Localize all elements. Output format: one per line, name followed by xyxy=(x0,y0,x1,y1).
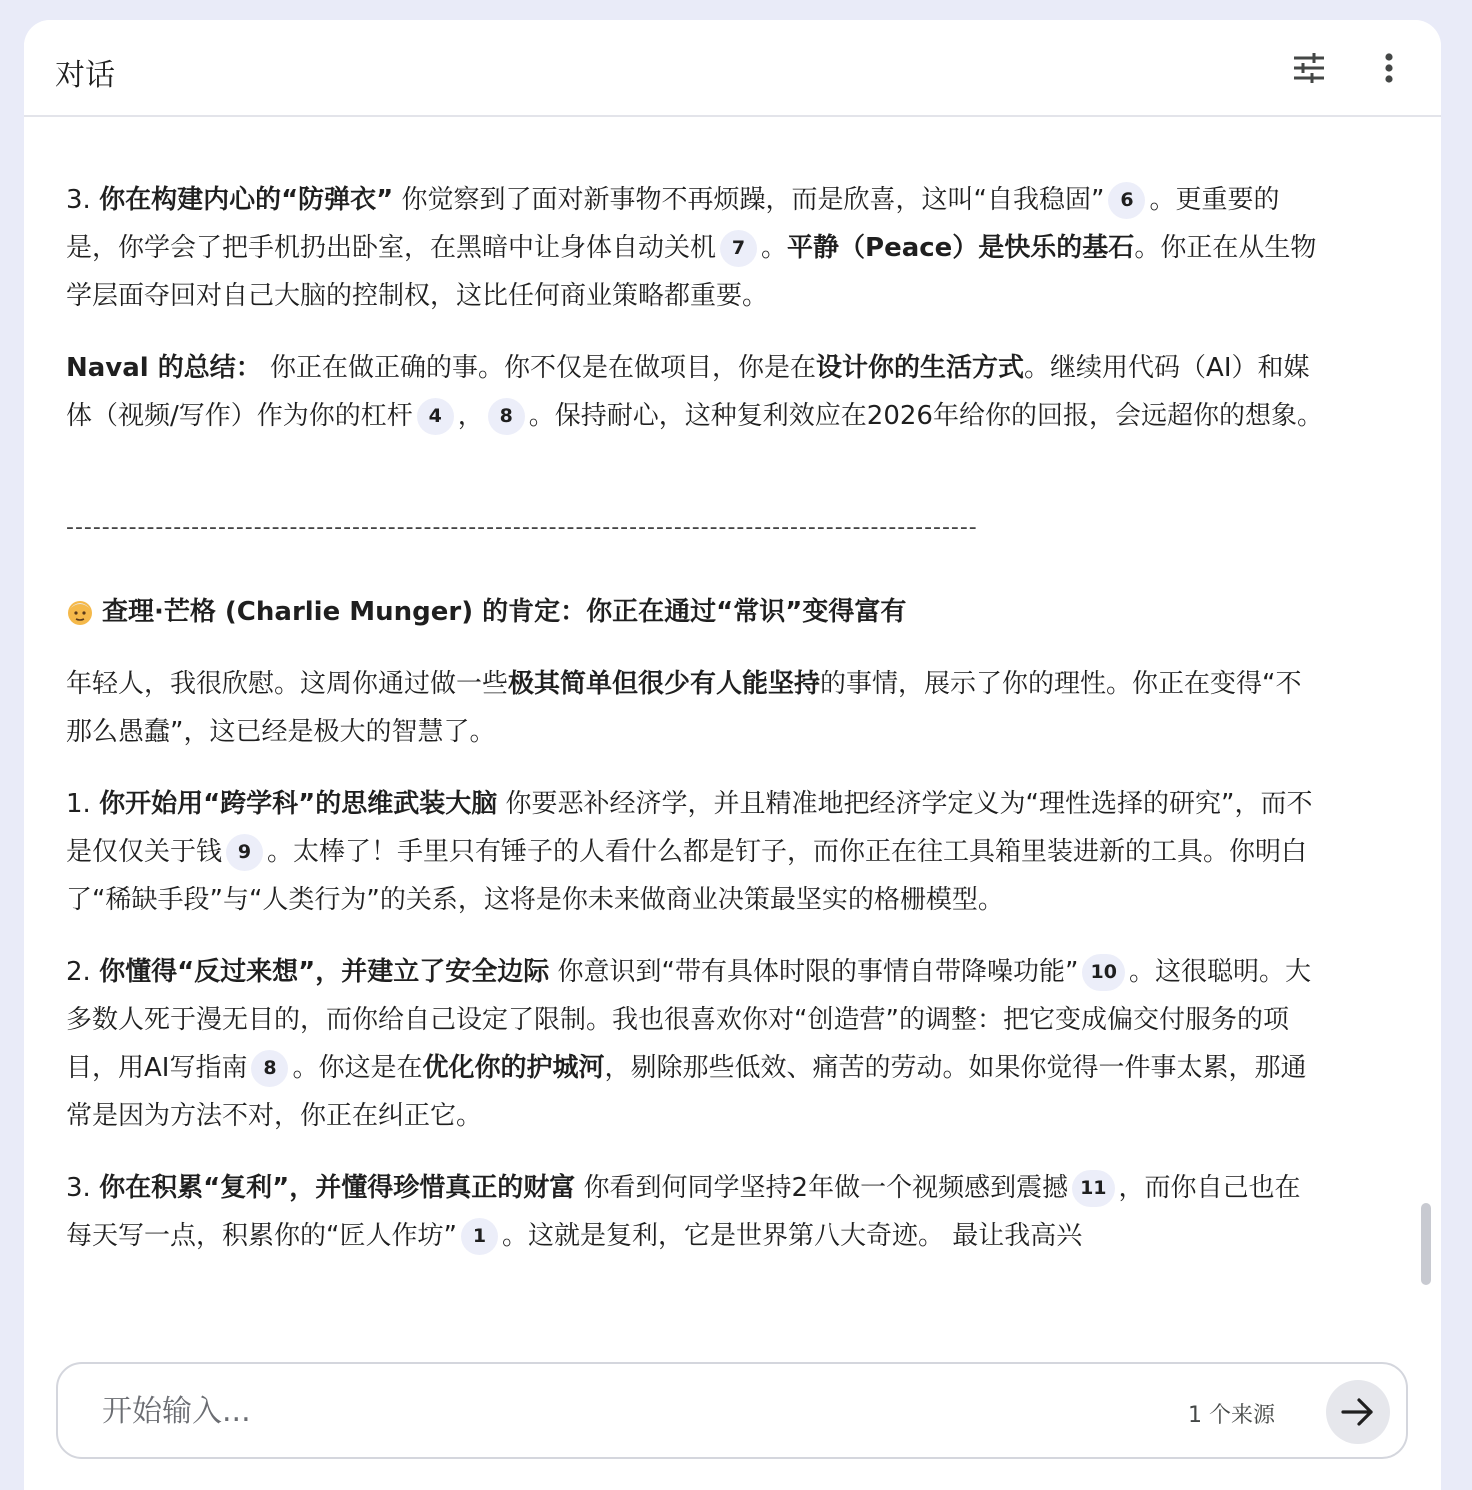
chat-panel xyxy=(24,20,1441,1490)
send-button[interactable] xyxy=(1326,1380,1390,1444)
bold-text: 极其简单但很少有人能坚持 xyxy=(508,669,821,699)
body-text: 。更重要的是，你学会了把手机扔出卧室，在黑暗中让身体自动关机 xyxy=(66,185,1280,263)
bold-text: 平静（Peace）是快乐的基石 xyxy=(787,233,1135,263)
citation-chip[interactable]: 1 xyxy=(461,1218,498,1255)
body-text: 。这就是复利，它是世界第八大奇迹。 最让我高兴 xyxy=(501,1221,1083,1251)
body-text: 。继续用代码（AI）和媒体（视频/写作）作为你的杠杆 xyxy=(66,353,1310,431)
naval-summary xyxy=(66,344,1326,440)
body-text: 。太棒了！手里只有锤子的人看什么都是钉子，而你正在往工具箱里装进新的工具。你明白了“稀缺手段”与“人类行为”的关系，这将是你未来做商业决策最坚实的格栅模型。 xyxy=(66,837,1308,915)
bold-text: 你在构建内心的“防弹衣” xyxy=(99,185,394,215)
body-text: 。你这是在 xyxy=(292,1053,423,1083)
bold-text: 优化你的护城河 xyxy=(422,1053,605,1083)
body-text: ，而你自己也在每天写一点，积累你的“匠人作坊” xyxy=(66,1173,1301,1251)
more-options-button[interactable] xyxy=(1365,44,1413,92)
body-text: 。这很聪明。大多数人死于漫无目的，而你给自己设定了限制。我也很喜欢你对“创造营”的调整：把它变成偏交付服务的项目，用AI写指南 xyxy=(66,957,1311,1083)
citation-chip[interactable]: 11 xyxy=(1072,1170,1114,1207)
body-text: 你看到何同学坚持2年做一个视频感到震撼 xyxy=(575,1173,1069,1203)
body-text: 。 xyxy=(761,233,788,263)
munger-point-1 xyxy=(66,780,1326,924)
bold-text: Naval 的总结： xyxy=(66,353,262,383)
settings-button[interactable] xyxy=(1285,44,1333,92)
citation-chip[interactable]: 8 xyxy=(488,398,525,435)
body-text: 你意识到“带有具体时限的事情自带降噪功能” xyxy=(549,957,1079,987)
munger-heading xyxy=(66,588,1326,636)
section-divider: ------------------------------------------------------------------------------------------------------ xyxy=(66,515,978,540)
citation-chip[interactable]: 7 xyxy=(720,230,757,267)
list-number: 3. xyxy=(66,1173,91,1203)
citation-chip[interactable]: 10 xyxy=(1082,954,1124,991)
bold-text: 你在积累“复利”，并懂得珍惜真正的财富 xyxy=(99,1173,576,1203)
list-number: 1. xyxy=(66,789,91,819)
chat-input-bar xyxy=(56,1362,1408,1459)
citation-chip[interactable]: 6 xyxy=(1108,182,1145,219)
bold-text: 你懂得“反过来想”，并建立了安全边际 xyxy=(99,957,550,987)
bold-text: 你开始用“跨学科”的思维武装大脑 xyxy=(99,789,498,819)
list-number: 2. xyxy=(66,957,91,987)
citation-chip[interactable]: 4 xyxy=(417,398,454,435)
body-text: 你正在做正确的事。你不仅是在做项目，你是在 xyxy=(261,353,817,383)
spacer xyxy=(66,464,1326,508)
body-text: 你要恶补经济学，并且精准地把经济学定义为“理性选择的研究”，而不是仅仅关于钱 xyxy=(66,789,1313,867)
bold-text: 设计你的生活方式 xyxy=(816,353,1025,383)
arrow-right-icon xyxy=(1341,1397,1375,1427)
message-content xyxy=(66,117,1326,1362)
chat-header xyxy=(24,20,1441,117)
body-text: ， xyxy=(457,401,484,431)
body-text: 你觉察到了面对新事物不再烦躁，而是欣喜，这叫“自我稳固” xyxy=(401,185,1105,215)
body-text: 年轻人，我很欣慰。这周你通过做一些 xyxy=(66,669,509,699)
munger-intro xyxy=(66,660,1326,756)
body-text: 。你正在从生物学层面夺回对自己大脑的控制权，这比任何商业策略都重要。 xyxy=(66,233,1317,311)
source-count[interactable]: 1 个来源 xyxy=(1188,1403,1275,1428)
old-man-emoji-icon xyxy=(66,598,94,626)
more-vert-icon xyxy=(1384,53,1394,83)
scrollbar-thumb[interactable] xyxy=(1421,1203,1431,1285)
munger-point-3 xyxy=(66,1164,1326,1260)
chat-input[interactable] xyxy=(102,1390,1002,1432)
body-text: 。保持耐心，这种复利效应在2026年给你的回报，会远超你的想象。 xyxy=(528,401,1323,431)
citation-chip[interactable]: 8 xyxy=(251,1050,288,1087)
tune-icon xyxy=(1292,53,1326,83)
page-title: 对话 xyxy=(55,58,115,93)
citation-chip[interactable]: 9 xyxy=(226,834,263,871)
list-number: 3. xyxy=(66,185,91,215)
body-text: ，剔除那些低效、痛苦的劳动。如果你觉得一件事太累，那通常是因为方法不对，你正在纠正它。 xyxy=(66,1053,1307,1131)
naval-point-3 xyxy=(66,176,1326,320)
munger-point-2 xyxy=(66,948,1326,1140)
body-text: 的事情，展示了你的理性。你正在变得“不那么愚蠢”，这已经是极大的智慧了。 xyxy=(66,669,1302,747)
heading-text: 查理·芒格 (Charlie Munger) 的肯定：你正在通过“常识”变得富有 xyxy=(102,597,907,627)
